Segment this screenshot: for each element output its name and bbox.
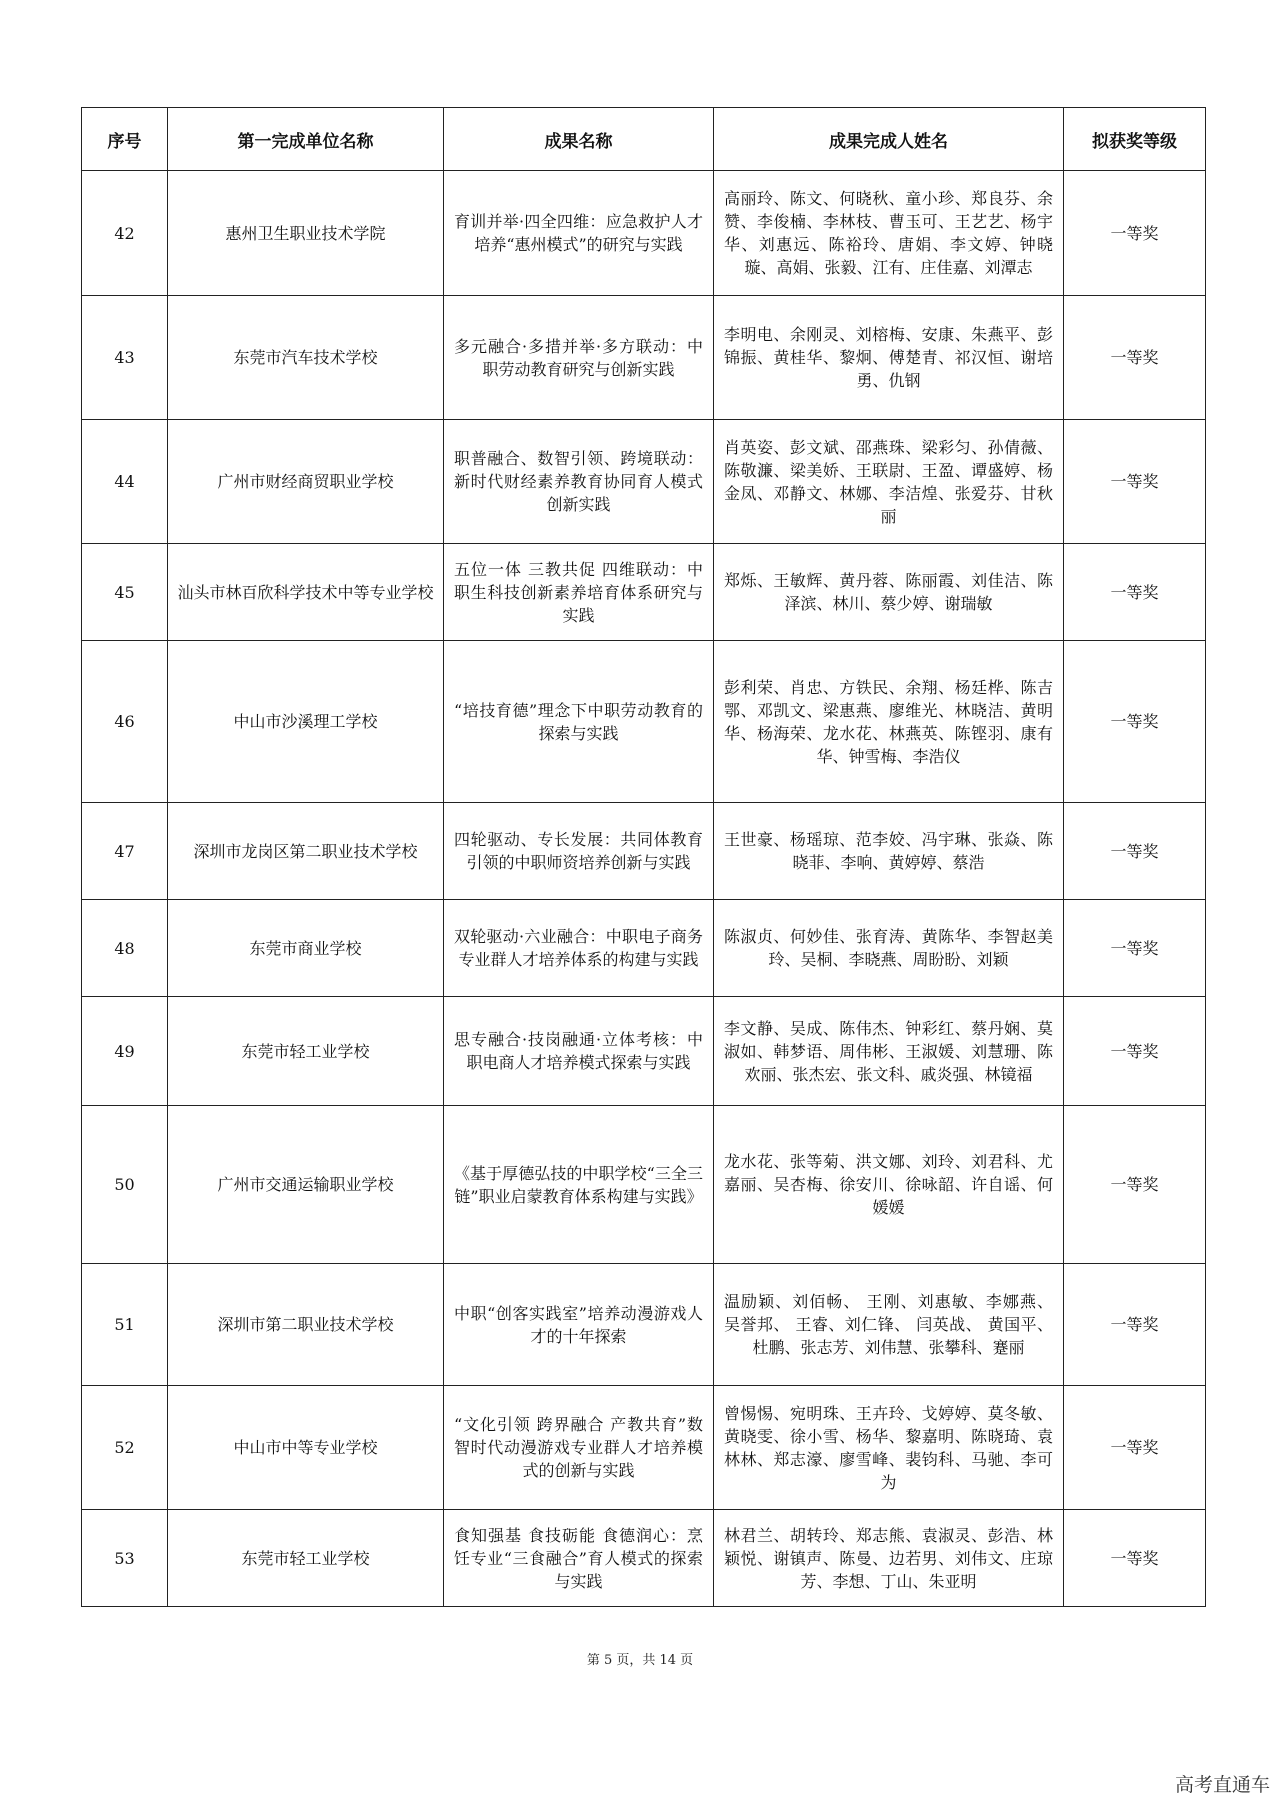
cell-unit: 东莞市轻工业学校 xyxy=(168,997,444,1106)
cell-level: 一等奖 xyxy=(1064,1106,1206,1264)
cell-unit: 深圳市第二职业技术学校 xyxy=(168,1264,444,1386)
cell-persons: 王世豪、杨瑶琼、范李姣、冯宇琳、张焱、陈晓菲、李响、黄婷婷、蔡浩 xyxy=(714,803,1064,900)
table-row xyxy=(82,900,1206,997)
cell-persons: 温励颖、刘佰畅、 王刚、刘惠敏、李娜燕、 吴誉邦、 王睿、刘仁锋、 闫英战、 黄国平、 杜鹏、张志芳、刘伟慧、张攀科、蹇丽 xyxy=(714,1264,1064,1386)
cell-serial: 48 xyxy=(82,900,168,997)
cell-level: 一等奖 xyxy=(1064,171,1206,296)
cell-serial: 45 xyxy=(82,544,168,641)
cell-persons: 龙水花、张等菊、洪文娜、刘玲、刘君科、尤嘉丽、吴杏梅、徐安川、徐咏韶、许自谣、何媛媛 xyxy=(714,1106,1064,1264)
cell-level: 一等奖 xyxy=(1064,420,1206,544)
cell-serial: 42 xyxy=(82,171,168,296)
page-number: 第 5 页，共 14 页 xyxy=(586,1653,694,1668)
table-row xyxy=(82,420,1206,544)
header-achievement: 成果名称 xyxy=(444,108,714,171)
cell-serial: 43 xyxy=(82,296,168,420)
table-row xyxy=(82,544,1206,641)
table-row xyxy=(82,997,1206,1106)
table-row xyxy=(82,1510,1206,1607)
cell-level: 一等奖 xyxy=(1064,1264,1206,1386)
cell-unit: 深圳市龙岗区第二职业技术学校 xyxy=(168,803,444,900)
cell-achievement: 《基于厚德弘技的中职学校“三全三链”职业启蒙教育体系构建与实践》 xyxy=(444,1106,714,1264)
cell-level: 一等奖 xyxy=(1064,544,1206,641)
cell-unit: 广州市交通运输职业学校 xyxy=(168,1106,444,1264)
cell-achievement: 五位一体 三教共促 四维联动：中职生科技创新素养培育体系研究与实践 xyxy=(444,544,714,641)
cell-serial: 53 xyxy=(82,1510,168,1607)
cell-unit: 东莞市轻工业学校 xyxy=(168,1510,444,1607)
table-row xyxy=(82,1106,1206,1264)
table-row xyxy=(82,1264,1206,1386)
cell-persons: 李明电、余刚灵、刘榕梅、安康、朱燕平、彭锦振、黄桂华、黎炯、傅楚青、祁汉恒、谢培勇、仇钢 xyxy=(714,296,1064,420)
cell-persons: 李文静、吴成、陈伟杰、钟彩红、蔡丹娴、莫淑如、韩梦语、周伟彬、王淑媛、刘慧珊、陈欢丽、张杰宏、张文科、戚炎强、林镜福 xyxy=(714,997,1064,1106)
table-row xyxy=(82,1386,1206,1510)
cell-level: 一等奖 xyxy=(1064,900,1206,997)
cell-serial: 52 xyxy=(82,1386,168,1510)
cell-achievement: 中职“创客实践室”培养动漫游戏人才的十年探索 xyxy=(444,1264,714,1386)
cell-persons: 陈淑贞、何妙佳、张育涛、黄陈华、李智赵美玲、吴桐、李晓燕、周盼盼、刘颖 xyxy=(714,900,1064,997)
cell-unit: 汕头市林百欣科学技术中等专业学校 xyxy=(168,544,444,641)
cell-unit: 东莞市商业学校 xyxy=(168,900,444,997)
cell-persons: 彭利荣、肖忠、方铁民、余翔、杨廷桦、陈吉鄂、邓凯文、梁惠燕、廖维光、林晓洁、黄明华、杨海荣、龙水花、林燕英、陈铿羽、康有华、钟雪梅、李浩仪 xyxy=(714,641,1064,803)
table-row xyxy=(82,803,1206,900)
cell-achievement: 双轮驱动·六业融合：中职电子商务专业群人才培养体系的构建与实践 xyxy=(444,900,714,997)
cell-persons: 郑烁、王敏辉、黄丹蓉、陈丽霞、刘佳洁、陈泽滨、林川、蔡少婷、谢瑞敏 xyxy=(714,544,1064,641)
cell-achievement: “培技育德”理念下中职劳动教育的探索与实践 xyxy=(444,641,714,803)
cell-achievement: 职普融合、数智引领、跨境联动：新时代财经素养教育协同育人模式创新实践 xyxy=(444,420,714,544)
cell-persons: 肖英姿、彭文斌、邵燕珠、梁彩匀、孙倩薇、陈敬濂、梁美娇、王联尉、王盈、谭盛婷、杨金凤、邓静文、林娜、李洁煌、张爱芬、甘秋丽 xyxy=(714,420,1064,544)
cell-achievement: 多元融合·多措并举·多方联动：中职劳动教育研究与创新实践 xyxy=(444,296,714,420)
cell-unit: 东莞市汽车技术学校 xyxy=(168,296,444,420)
header-unit: 第一完成单位名称 xyxy=(168,108,444,171)
cell-achievement: 食知强基 食技砺能 食德润心：烹饪专业“三食融合”育人模式的探索与实践 xyxy=(444,1510,714,1607)
cell-unit: 中山市沙溪理工学校 xyxy=(168,641,444,803)
table-header-row xyxy=(82,108,1206,171)
cell-serial: 51 xyxy=(82,1264,168,1386)
header-persons: 成果完成人姓名 xyxy=(714,108,1064,171)
cell-serial: 44 xyxy=(82,420,168,544)
cell-unit: 中山市中等专业学校 xyxy=(168,1386,444,1510)
cell-persons: 高丽玲、陈文、何晓秋、童小珍、郑良芬、余赞、李俊楠、李林枝、曹玉可、王艺艺、杨宇华、刘惠远、陈裕玲、唐娟、李文婷、钟晓璇、高娟、张毅、江有、庄佳嘉、刘潭志 xyxy=(714,171,1064,296)
cell-serial: 46 xyxy=(82,641,168,803)
cell-level: 一等奖 xyxy=(1064,1510,1206,1607)
cell-achievement: 育训并举·四全四维：应急救护人才培养“惠州模式”的研究与实践 xyxy=(444,171,714,296)
table-row xyxy=(82,171,1206,296)
header-serial: 序号 xyxy=(82,108,168,171)
cell-achievement: 四轮驱动、专长发展：共同体教育引领的中职师资培养创新与实践 xyxy=(444,803,714,900)
cell-serial: 47 xyxy=(82,803,168,900)
cell-unit: 广州市财经商贸职业学校 xyxy=(168,420,444,544)
header-level: 拟获奖等级 xyxy=(1064,108,1206,171)
awards-table xyxy=(81,107,1206,1607)
table-row xyxy=(82,641,1206,803)
cell-level: 一等奖 xyxy=(1064,641,1206,803)
cell-serial: 50 xyxy=(82,1106,168,1264)
cell-serial: 49 xyxy=(82,997,168,1106)
cell-level: 一等奖 xyxy=(1064,1386,1206,1510)
cell-unit: 惠州卫生职业技术学院 xyxy=(168,171,444,296)
cell-level: 一等奖 xyxy=(1064,803,1206,900)
table-row xyxy=(82,296,1206,420)
cell-level: 一等奖 xyxy=(1064,997,1206,1106)
cell-level: 一等奖 xyxy=(1064,296,1206,420)
cell-persons: 曾惕惕、宛明珠、王卉玲、戈婷婷、莫冬敏、黄晓雯、徐小雪、杨华、黎嘉明、陈晓琦、袁林林、郑志濠、廖雪峰、裴钧科、马驰、李可为 xyxy=(714,1386,1064,1510)
cell-achievement: 思专融合·技岗融通·立体考核：中职电商人才培养模式探索与实践 xyxy=(444,997,714,1106)
cell-persons: 林君兰、胡转玲、郑志熊、袁淑灵、彭浩、林颖悦、谢镇声、陈曼、边若男、刘伟文、庄琼芳、李想、丁山、朱亚明 xyxy=(714,1510,1064,1607)
watermark-logo: 高考直通车 xyxy=(1174,1774,1270,1796)
cell-achievement: “文化引领 跨界融合 产教共育”数智时代动漫游戏专业群人才培养模式的创新与实践 xyxy=(444,1386,714,1510)
